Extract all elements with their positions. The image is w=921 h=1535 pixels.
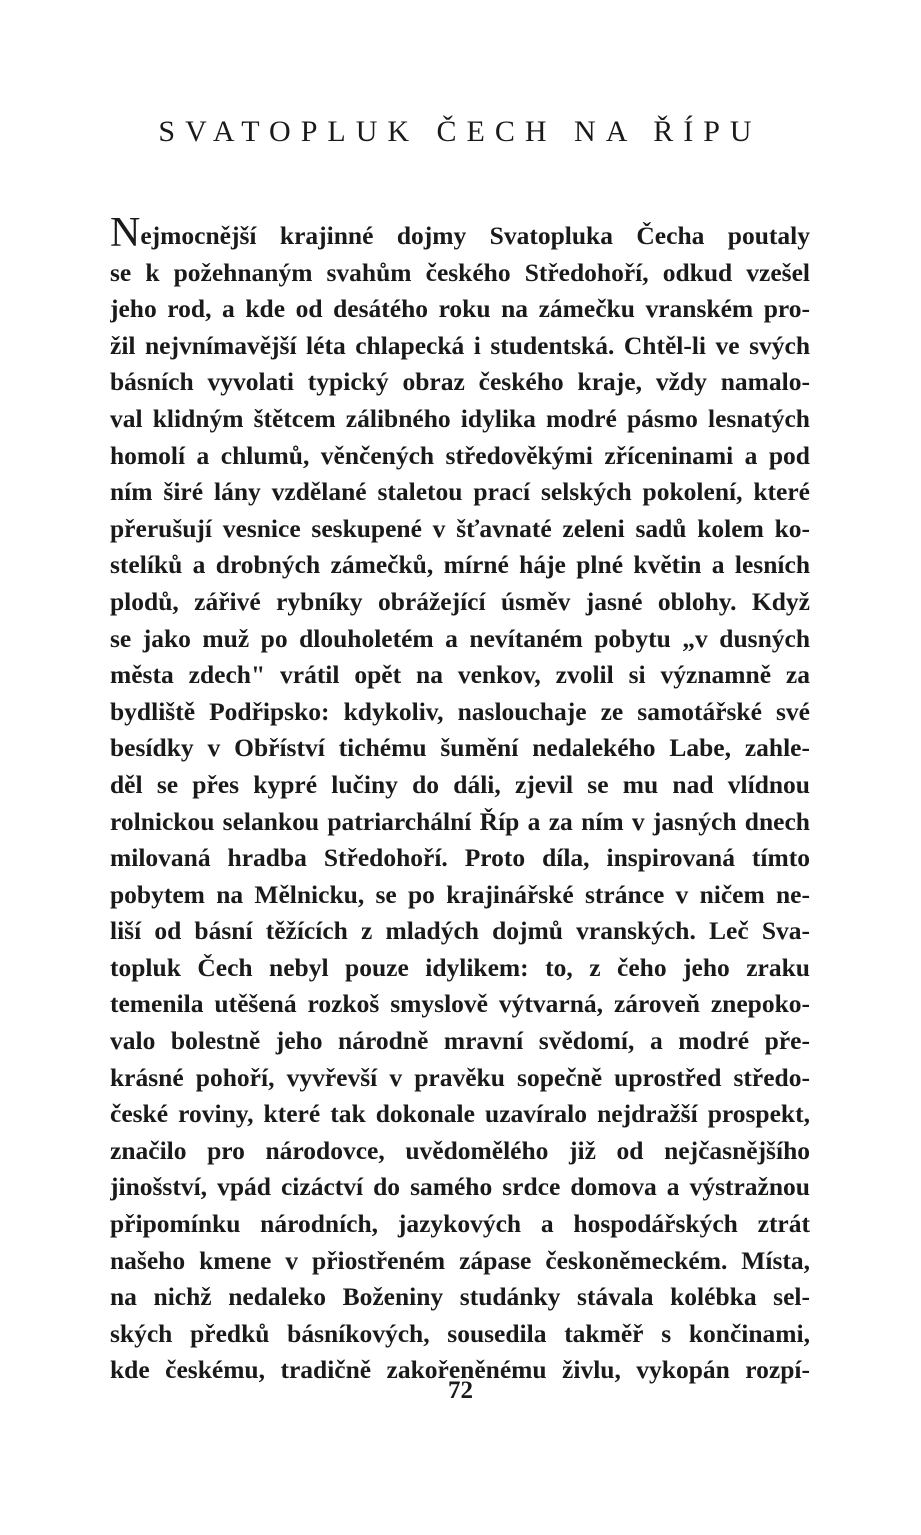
text-line: val klidným štětcem zálibného idylika modré pásmo lesnatých — [110, 403, 810, 433]
text-lines — [110, 255, 810, 1389]
text-line: milovaná hradba Středohoří. Proto díla, inspirovaná tímto — [110, 843, 810, 873]
page-number: 72 — [448, 1377, 473, 1404]
text-line: české roviny, které tak dokonale uzavíralo nejdražší prospekt, — [110, 1099, 810, 1129]
text-line: plodů, zářivé rybníky obrážející úsměv jasné oblohy. Když — [110, 586, 810, 616]
drop-cap: N — [110, 218, 141, 255]
text-line: žil nejvnímavější léta chlapecká i studentská. Chtěl-li ve svých — [110, 330, 810, 360]
text-line: básních vyvolati typický obraz českého kraje, vždy namalo- — [110, 367, 810, 397]
text-line: ním širé lány vzdělané staletou prací selských pokolení, které — [110, 477, 810, 507]
text-line: města zdech" vrátil opět na venkov, zvolil si významně za — [110, 660, 810, 690]
text-line: ských předků básníkových, sousedila takměř s končinami, — [110, 1318, 810, 1348]
text-line: krásné pohoří, vyvřevší v pravěku sopečně uprostřed středo- — [110, 1062, 810, 1092]
chapter-title: SVATOPLUK ČECH NA ŘÍPU — [158, 115, 762, 148]
text-line: besídky v Obříství tichému šumění nedalekého Labe, zahle- — [110, 733, 810, 763]
text-line: připomínku národních, jazykových a hospodářských ztrát — [110, 1209, 810, 1239]
text-line: topluk Čech nebyl pouze idylikem: to, z čeho jeho zraku — [110, 952, 810, 982]
text-line: děl se přes kypré lučiny do dáli, zjevil se mu nad vlídnou — [110, 769, 810, 799]
text-line: kde českému, tradičně zakořeněnému živlu, vykopán rozpí- — [110, 1355, 810, 1385]
text-line: našeho kmene v přiostřeném zápase českoněmeckém. Místa, — [110, 1245, 810, 1275]
text-line: jeho rod, a kde od desátého roku na zámečku vranském pro- — [110, 294, 810, 324]
text-line: přerušují vesnice seskupené v šťavnaté zeleni sadů kolem ko- — [110, 513, 810, 543]
text-line: liší od básní těžících z mladých dojmů vranských. Leč Sva- — [110, 916, 810, 946]
text-line: značilo pro národovce, uvědomělého již od nejčasnějšího — [110, 1135, 810, 1165]
text-line: temenila utěšená rozkoš smyslově výtvarná, zároveň znepoko- — [110, 989, 810, 1019]
text-line: rolnickou selankou patriarchální Říp a za ním v jasných dnech — [110, 806, 810, 836]
text-line: stelíků a drobných zámečků, mírné háje plné květin a lesních — [110, 550, 810, 580]
text-line: pobytem na Mělnicku, se po krajinářské stránce v ničem ne- — [110, 879, 810, 909]
text-line: bydliště Podřipsko: kdykoliv, naslouchaje ze samotářské své — [110, 696, 810, 726]
text-line: homolí a chlumů, věnčených středověkými zříceninami a pod — [110, 440, 810, 470]
text-line: jinošství, vpád cizáctví do samého srdce domova a výstražnou — [110, 1172, 810, 1202]
first-line-text: ejmocnější krajinné dojmy Svatopluka Čecha poutaly — [140, 221, 810, 250]
text-line-first — [110, 218, 810, 255]
text-line: se k požehnaným svahům českého Středohoří, odkud vzešel — [110, 257, 810, 287]
text-line: se jako muž po dlouholetém a nevítaném pobytu „v dusných — [110, 623, 810, 653]
text-line: valo bolestně jeho národně mravní svědomí, a modré pře- — [110, 1026, 810, 1056]
body-paragraph — [110, 218, 810, 1389]
text-line: na nichž nedaleko Boženiny studánky stávala kolébka sel- — [110, 1282, 810, 1312]
